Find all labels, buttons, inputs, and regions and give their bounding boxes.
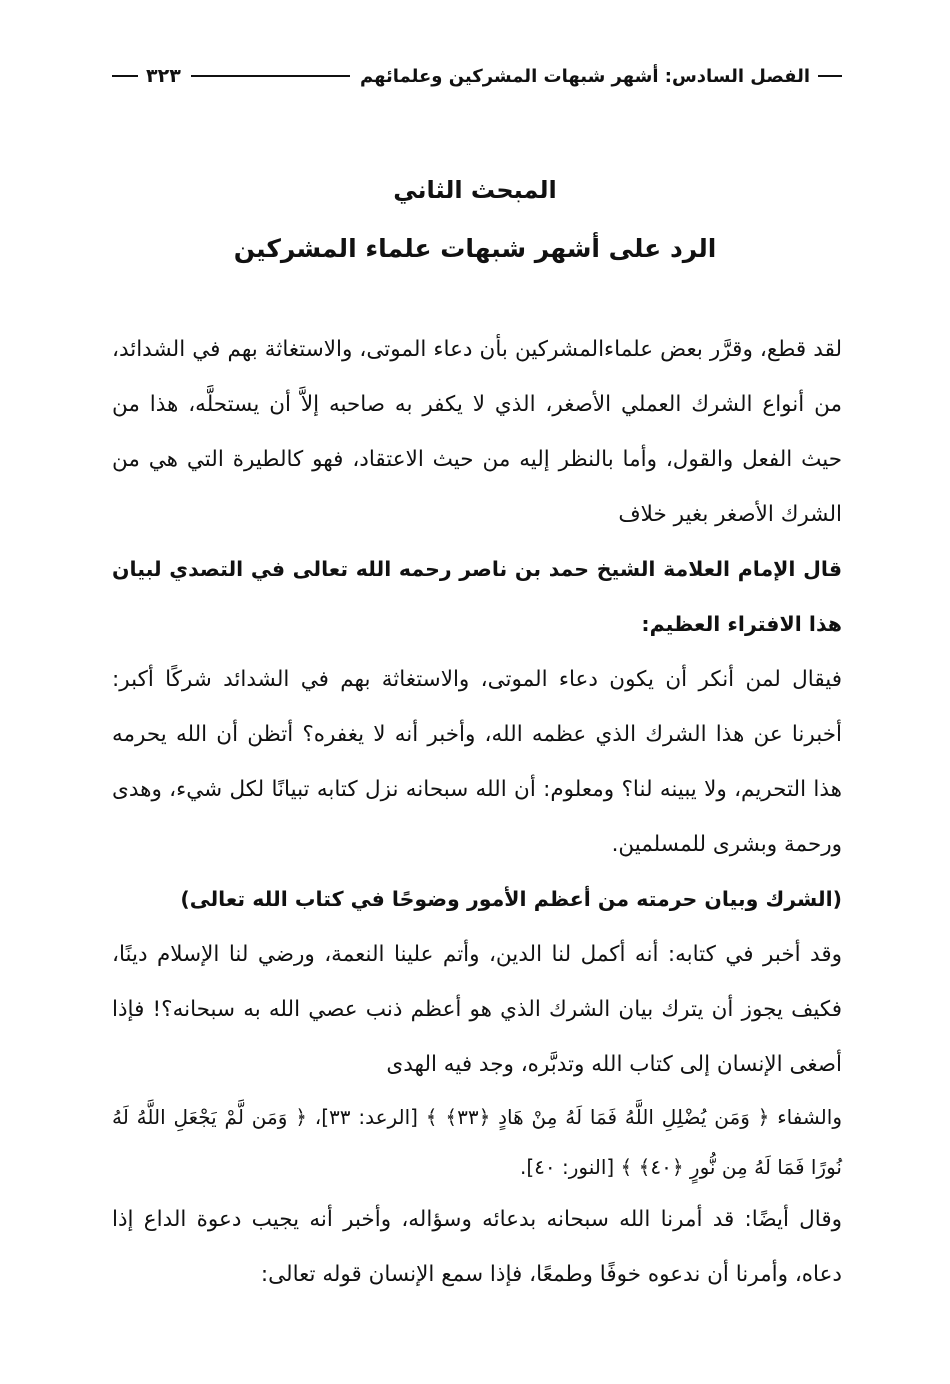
body-text — [112, 322, 842, 1302]
paragraph: وقال أيضًا: قد أمرنا الله سبحانه بدعائه وسؤاله، وأخبر أنه يجيب دعوة الداع إذا دعاه، وأمرنا أن ندعوه خوفًا وطمعًا، فإذا سمع الإنسان قوله تعالى: — [112, 1207, 842, 1287]
section-title: الرد على أشهر شبهات علماء المشركين — [233, 234, 717, 263]
paragraph: فيقال لمن أنكر أن يكون دعاء الموتى، والاستغاثة بهم في الشدائد شركًا أكبر: أخبرنا عن هذا الشرك الذي عظمه الله، وأخبر أنه لا يغفره؟ أتظن أن الله يحرمه هذا التحريم، ولا يبينه لنا؟ ومعلوم: أن الله سبحانه نزل كتابه تبيانًا لكل شيء، وهدى ورحمة وبشرى للمسلمين. — [112, 667, 842, 857]
subheading: (الشرك وبيان حرمته من أعظم الأمور وضوحًا في كتاب الله تعالى) — [180, 887, 842, 911]
header-dash-left — [112, 75, 138, 77]
paragraph: لقد قطع، وقرَّر بعض علماءالمشركين بأن دعاء الموتى، والاستغاثة بهم في الشدائد، من أنواع الشرك العملي الأصغر، الذي لا يكفر به صاحبه إلاَّ أن يستحلَّه، هذا من حيث الفعل والقول، وأما بالنظر إليه من حيث الاعتقاد، فهو كالطيرة التي هي من الشرك الأصغر بغير خلاف — [112, 337, 842, 527]
page-number: ٣٢٣ — [146, 65, 181, 87]
quran-verses: والشفاء ﴿ وَمَن يُضْلِلِ اللَّهُ فَمَا لَهُ مِنْ هَادٍ ﴿٣٣﴾ ﴾ [الرعد: ٣٣]، ﴿ وَمَن لَّمْ يَجْعَلِ اللَّهُ لَهُ نُورًا فَمَا لَهُ مِن نُّورٍ ﴿٤٠﴾ ﴾ [النور: ٤٠]. — [112, 1105, 842, 1179]
header-dash-right — [818, 75, 842, 77]
running-title: الفصل السادس: أشهر شبهات المشركين وعلمائهم — [360, 65, 810, 87]
header-rule — [191, 75, 350, 77]
running-header — [112, 58, 842, 94]
quote-intro: قال الإمام العلامة الشيخ حمد بن ناصر رحمه الله تعالى في التصدي لبيان هذا الافتراء العظيم: — [112, 557, 842, 636]
paragraph: وقد أخبر في كتابه: أنه أكمل لنا الدين، وأتم علينا النعمة، ورضي لنا الإسلام دينًا، فكيف يجوز أن يترك بيان الشرك الذي هو أعظم ذنب عصي الله به سبحانه؟! فإذا أصغى الإنسان إلى كتاب الله وتدبَّره، وجد فيه الهدى — [112, 942, 842, 1077]
section-label: المبحث الثاني — [393, 176, 557, 204]
